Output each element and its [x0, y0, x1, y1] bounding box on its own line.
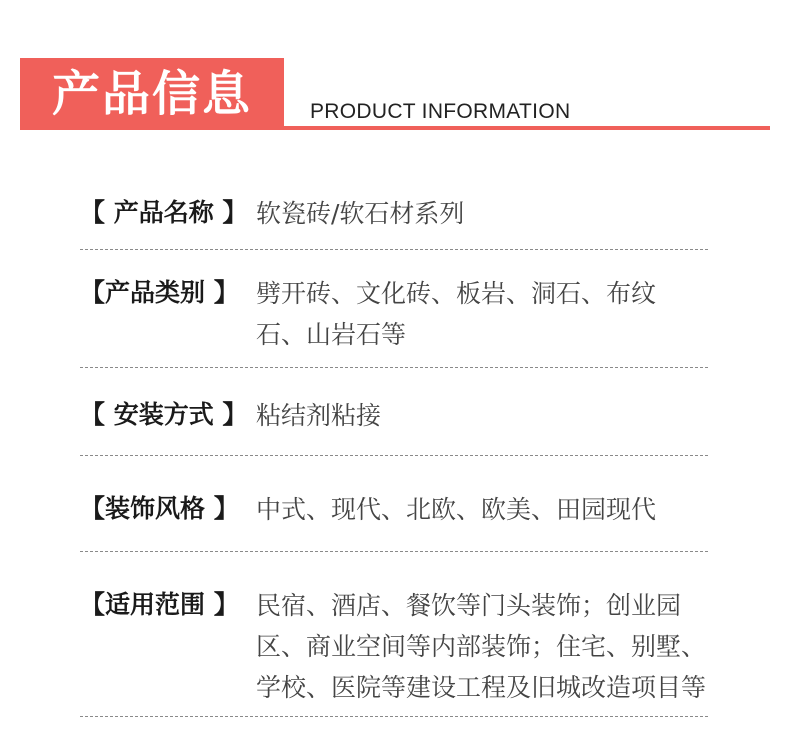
row-value: 软瓷砖/软石材系列 — [256, 199, 465, 228]
row-value: 劈开砖、文化砖、板岩、洞石、布纹石、山岩石等 — [256, 279, 657, 349]
header-subtitle: PRODUCT INFORMATION — [310, 100, 571, 123]
row-label: 【 产品名称 】 — [80, 198, 248, 227]
row-divider — [80, 455, 708, 456]
header-underline — [20, 126, 770, 130]
row-divider — [80, 249, 708, 250]
row-divider — [80, 367, 708, 368]
row-label: 【 安装方式 】 — [80, 400, 248, 429]
row-value: 粘结剂粘接 — [256, 401, 382, 430]
row-value: 民宿、酒店、餐饮等门头装饰；创业园区、商业空间等内部装饰；住宅、别墅、学校、医院等建设工程及旧城改造项目等 — [256, 591, 707, 702]
row-label: 【适用范围 】 — [80, 590, 239, 619]
row-divider — [80, 551, 708, 552]
row-value: 中式、现代、北欧、欧美、田园现代 — [256, 495, 657, 524]
row-label: 【产品类别 】 — [80, 278, 239, 307]
row-label: 【装饰风格 】 — [80, 494, 239, 523]
row-divider — [80, 716, 708, 717]
header-block: 产品信息 — [20, 58, 284, 130]
